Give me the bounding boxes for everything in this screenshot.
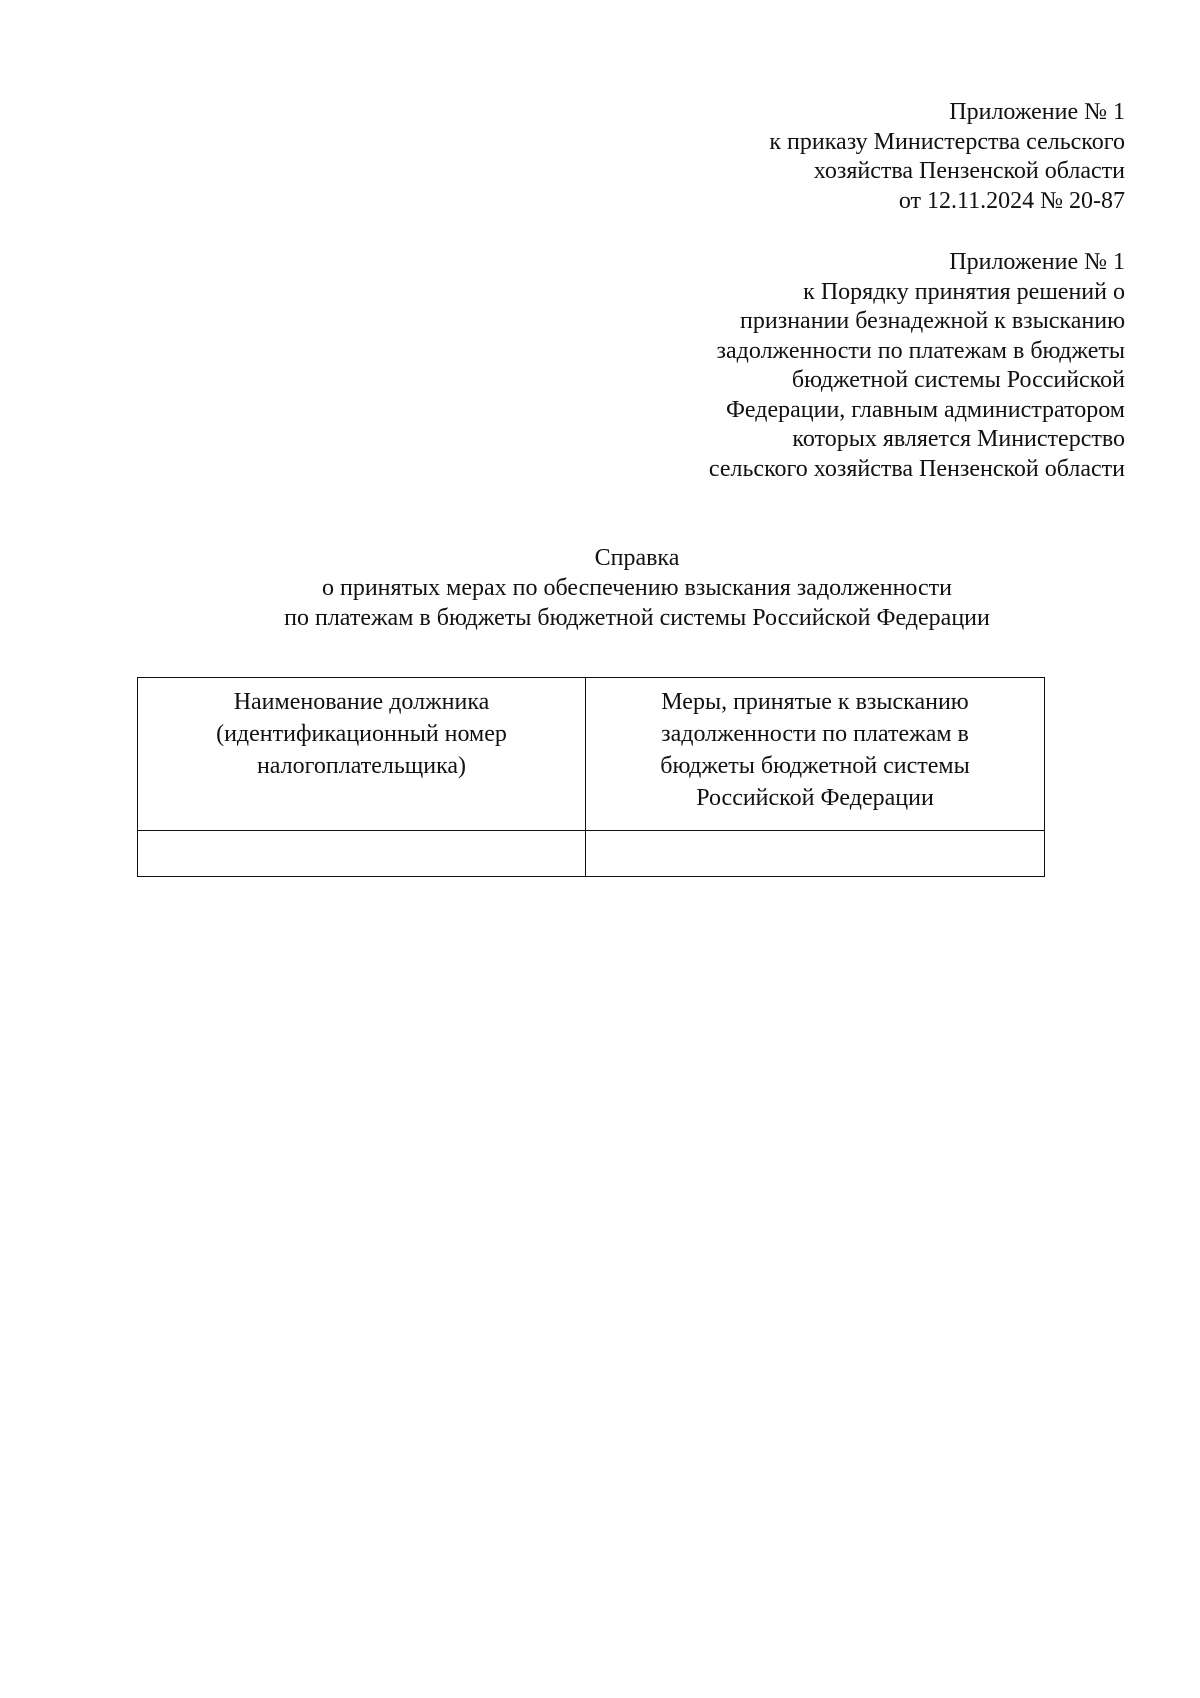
appendix-procedure-line: которых является Министерство	[792, 426, 1125, 452]
column-header-line: Меры, принятые к взысканию	[661, 689, 969, 715]
column-header-debtor	[138, 678, 586, 831]
column-header-line: (идентификационный номер	[216, 721, 507, 747]
title-subheading: по платежам в бюджеты бюджетной системы Российской Федерации	[284, 605, 990, 631]
document-title	[0, 543, 1200, 633]
appendix-procedure-line: бюджетной системы Российской	[791, 367, 1125, 393]
table-cell-debtor	[138, 831, 586, 877]
appendix-order-date-line: от 12.11.2024 № 20-87	[898, 187, 1125, 214]
appendix-order-line: к приказу Министерства сельского	[769, 128, 1125, 155]
appendix-procedure-line: задолженности по платежам в бюджеты	[716, 337, 1125, 364]
column-header-line: Наименование должника	[233, 689, 490, 715]
table-header-row	[138, 678, 1045, 831]
column-header-line: Российской Федерации	[696, 785, 934, 811]
table-cell-measures	[586, 831, 1045, 877]
debt-measures-table	[137, 677, 1045, 877]
appendix-procedure-line: Федерации, главным администратором	[725, 396, 1125, 423]
column-header-measures	[586, 678, 1045, 831]
column-header-line: налогоплательщика)	[256, 753, 467, 779]
table-row	[138, 831, 1045, 877]
appendix-order-block	[769, 98, 1125, 216]
column-header-line: задолженности по платежам в	[661, 721, 969, 747]
appendix-order-line: хозяйства Пензенской области	[813, 158, 1125, 184]
appendix-procedure-line: сельского хозяйства Пензенской области	[708, 455, 1125, 482]
column-header-line: бюджеты бюджетной системы	[660, 753, 970, 779]
title-heading: Справка	[594, 545, 680, 571]
appendix-procedure-line: к Порядку принятия решений о	[803, 278, 1125, 305]
appendix-procedure-block	[709, 248, 1125, 484]
appendix-order-line: Приложение № 1	[949, 99, 1125, 125]
title-subheading: о принятых мерах по обеспечению взыскания задолженности	[321, 575, 952, 601]
appendix-procedure-line: Приложение № 1	[949, 249, 1125, 275]
appendix-procedure-line: признании безнадежной к взысканию	[740, 308, 1125, 334]
